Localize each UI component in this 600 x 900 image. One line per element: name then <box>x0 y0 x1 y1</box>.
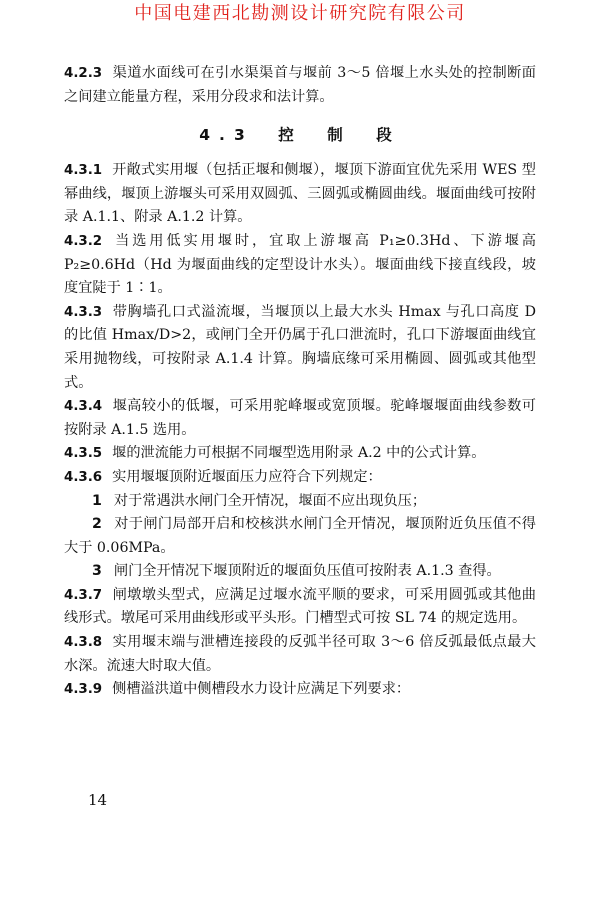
item-text: 对于常遇洪水闸门全开情况，堰面不应出现负压； <box>113 492 427 509</box>
company-watermark: 中国电建西北勘测设计研究院有限公司 <box>134 3 466 24</box>
clause-4-3-2 <box>64 230 536 301</box>
clause-number: 4.3.6 <box>64 469 103 485</box>
clause-text: 开敞式实用堰（包括正堰和侧堰），堰顶下游面宜优先采用 WES 型幂曲线，堰顶上游堰头可采用双圆弧、三圆弧或椭圆曲线。堰面曲线可按附录 A.1.1、附录 A.1.2 计算。 <box>64 162 536 226</box>
clause-number: 4.3.7 <box>64 587 103 603</box>
page-number: 14 <box>88 791 108 809</box>
list-item <box>64 490 536 514</box>
list-item <box>64 560 536 584</box>
clause-text: 实用堰末端与泄槽连接段的反弧半径可取 3～6 倍反弧最低点最大水深。流速大时取大值。 <box>64 634 536 674</box>
clause-4-3-3 <box>64 301 536 395</box>
clause-4-3-1 <box>64 159 536 230</box>
list-item <box>64 513 536 560</box>
clause-4-3-5 <box>64 442 536 466</box>
clause-text: 渠道水面线可在引水渠渠首与堰前 3～5 倍堰上水头处的控制断面之间建立能量方程，采用分段求和法计算。 <box>64 65 536 105</box>
clause-4-3-6 <box>64 466 536 490</box>
item-number: 3 <box>92 563 102 580</box>
item-text: 闸门全开情况下堰顶附近的堰面负压值可按附表 A.1.3 查得。 <box>113 563 501 580</box>
item-number: 2 <box>92 516 102 533</box>
clause-number: 4.3.4 <box>64 399 103 415</box>
clause-text: 当选用低实用堰时，宜取上游堰高 P₁≥0.3Hd、下游堰高 P₂≥0.6Hd（Hd 为堰面曲线的定型设计水头）。堰面曲线下接直线段，坡度宜陡于 1∶1。 <box>64 232 536 297</box>
clause-number: 4.3.5 <box>64 446 103 462</box>
clause-text: 侧槽溢洪道中侧槽段水力设计应满足下列要求： <box>112 681 411 698</box>
clause-number: 4.3.3 <box>64 304 103 320</box>
clause-text: 闸墩墩头型式，应满足过堰水流平顺的要求，可采用圆弧或其他曲线形式。墩尾可采用曲线形或平头形。门槽型式可按 SL 74 的规定选用。 <box>64 586 536 627</box>
clause-number: 4.3.2 <box>64 233 103 249</box>
clause-number: 4.3.8 <box>64 635 103 651</box>
clause-4-3-8 <box>64 631 536 678</box>
clause-4-2-3 <box>64 62 536 109</box>
clause-text: 堰高较小的低堰，可采用驼峰堰或宽顶堰。驼峰堰堰面曲线参数可按附录 A.1.5 选用。 <box>64 398 536 438</box>
clause-text: 堰的泄流能力可根据不同堰型选用附录 A.2 中的公式计算。 <box>112 445 486 462</box>
clause-number: 4.3.1 <box>64 163 103 179</box>
document-body <box>64 62 536 702</box>
clause-number: 4.3.9 <box>64 682 103 698</box>
clause-text: 实用堰堰顶附近堰面压力应符合下列规定： <box>112 468 382 485</box>
section-heading: 4.3 控 制 段 <box>199 126 401 145</box>
item-text: 对于闸门局部开启和校核洪水闸门全开情况，堰顶附近负压值不得大于 0.06MPa。 <box>64 516 536 556</box>
clause-text: 带胸墙孔口式溢流堰，当堰顶以上最大水头 Hmax 与孔口高度 D 的比值 Hmax/D>2，或闸门全开仍属于孔口泄流时，孔口下游堰面曲线宜采用抛物线，可按附录 A.1.4 计算。胸墙底缘可采用椭圆、圆弧或其他型式。 <box>64 303 536 391</box>
clause-4-3-9 <box>64 678 536 702</box>
clause-4-3-7 <box>64 584 536 631</box>
item-number: 1 <box>92 492 102 509</box>
clause-4-3-4 <box>64 395 536 442</box>
clause-number: 4.2.3 <box>64 66 103 81</box>
